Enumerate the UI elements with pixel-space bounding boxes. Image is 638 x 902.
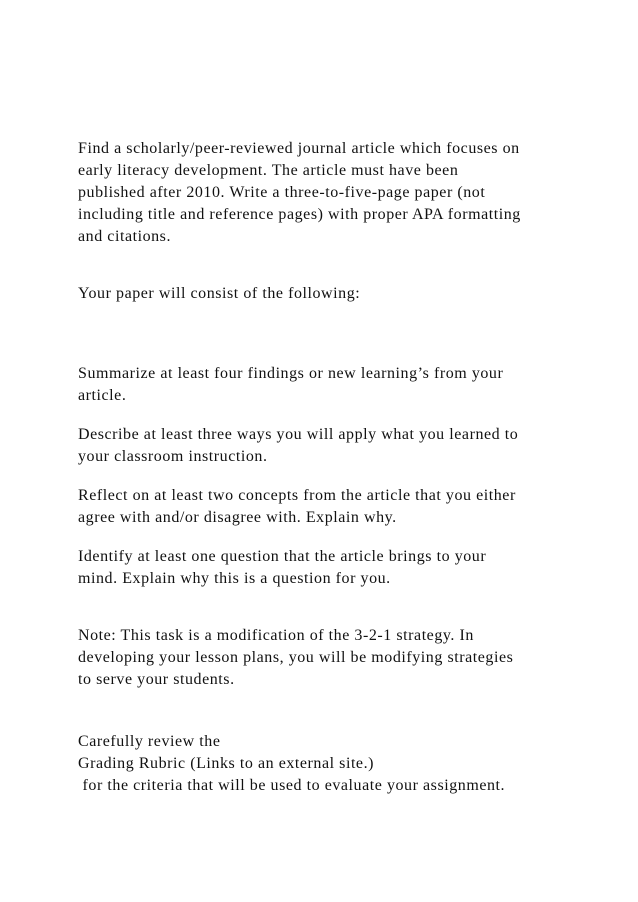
note-line-1: Note: This task is a modification of the 3-2-1 strategy. In — [78, 627, 474, 644]
summarize-line-1: Summarize at least four findings or new learning’s from your — [78, 365, 504, 382]
summarize-line-2: article. — [78, 387, 127, 404]
note-line-3: to serve your students. — [78, 671, 235, 688]
describe-line-2: your classroom instruction. — [78, 448, 268, 465]
identify-line-2: mind. Explain why this is a question for you. — [78, 570, 391, 587]
grading-rubric-link-text: Grading Rubric (Links to an external site.) — [78, 755, 375, 772]
intro-line-2: early literacy development. The article must have been — [78, 162, 459, 179]
review-line-1: Carefully review the — [78, 733, 221, 750]
intro-line-4: including title and reference pages) with proper APA formatting — [78, 206, 521, 223]
review-line-3: for the criteria that will be used to evaluate your assignment. — [78, 777, 506, 794]
reflect-line-2: agree with and/or disagree with. Explain why. — [78, 509, 397, 526]
intro-line-5: and citations. — [78, 228, 172, 245]
intro-line-3: published after 2010. Write a three-to-five-page paper (not — [78, 184, 486, 201]
describe-line-1: Describe at least three ways you will apply what you learned to — [78, 426, 519, 443]
reflect-line-1: Reflect on at least two concepts from the article that you either — [78, 487, 516, 504]
intro-line-1: Find a scholarly/peer-reviewed journal article which focuses on — [78, 140, 520, 157]
identify-line-1: Identify at least one question that the article brings to your — [78, 548, 487, 565]
note-line-2: developing your lesson plans, you will be modifying strategies — [78, 649, 514, 666]
consist-line: Your paper will consist of the following: — [78, 285, 361, 302]
